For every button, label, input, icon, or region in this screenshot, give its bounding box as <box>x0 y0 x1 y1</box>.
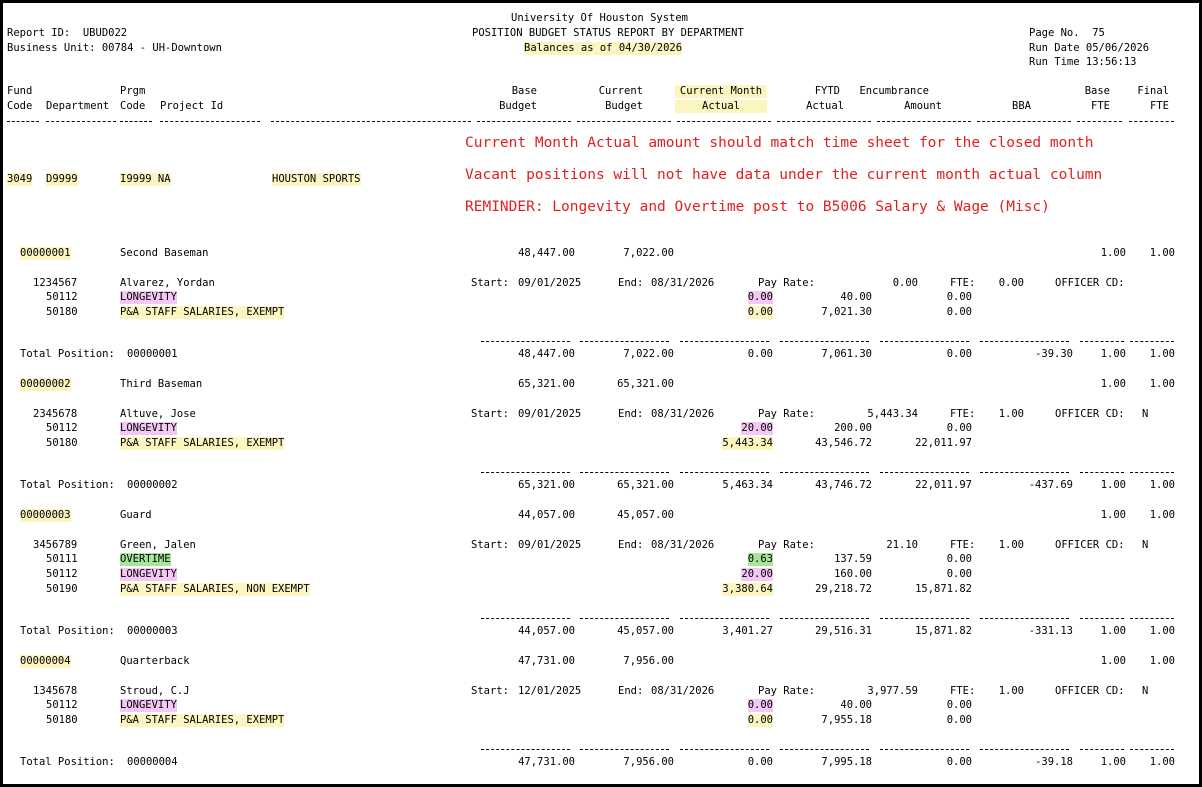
divider <box>1130 749 1174 750</box>
divider <box>780 618 869 619</box>
total-final-fte: 1.00 <box>1149 479 1175 491</box>
account-description: P&A STAFF SALARIES, EXEMPT <box>120 437 285 449</box>
divider <box>1129 121 1174 122</box>
position-id: 00000003 <box>20 509 71 521</box>
employee-name: Altuve, Jose <box>120 408 196 420</box>
divider <box>780 341 869 342</box>
position-final-fte: 1.00 <box>1149 378 1175 390</box>
run-time: Run Time 13:56:13 <box>1029 56 1137 68</box>
divider <box>580 472 669 473</box>
position-base-fte: 1.00 <box>1100 247 1126 259</box>
divider <box>481 749 570 750</box>
fytd-actual: 40.00 <box>840 699 872 711</box>
account-description: P&A STAFF SALARIES, EXEMPT <box>120 306 285 318</box>
fte-label: FTE: <box>950 408 976 420</box>
pay-rate-value: 21.10 <box>886 539 918 551</box>
current-month-actual: 0.00 <box>747 714 773 726</box>
total-encumbrance: 22,011.97 <box>915 479 972 491</box>
officer-label: OFFICER CD: <box>1055 277 1125 289</box>
position-final-fte: 1.00 <box>1149 655 1175 667</box>
position-title: Guard <box>120 509 152 521</box>
start-date: 09/01/2025 <box>518 408 582 420</box>
divider <box>580 749 669 750</box>
total-current-month-actual: 0.00 <box>747 348 773 360</box>
total-position-label: Total Position: <box>20 625 115 637</box>
col-prgm-2: Code <box>120 100 146 112</box>
position-final-fte: 1.00 <box>1149 247 1175 259</box>
account-code: 50112 <box>46 568 78 580</box>
total-position-label: Total Position: <box>20 479 115 491</box>
total-base-budget: 47,731.00 <box>518 756 575 768</box>
total-final-fte: 1.00 <box>1149 348 1175 360</box>
col-current-budget-1: Current <box>598 85 643 97</box>
balances-as-of: Balances as of 04/30/2026 <box>524 42 683 54</box>
end-date: 08/31/2026 <box>651 539 715 551</box>
total-fytd-actual: 7,061.30 <box>821 348 872 360</box>
employee-name: Stroud, C.J <box>120 685 190 697</box>
business-unit: Business Unit: 00784 - UH-Downtown <box>7 42 222 54</box>
encumbrance-amount: 0.00 <box>946 291 972 303</box>
position-base-fte: 1.00 <box>1100 509 1126 521</box>
col-encumbrance-2: Amount <box>904 100 942 112</box>
divider <box>7 121 39 122</box>
fytd-actual: 43,546.72 <box>815 437 872 449</box>
col-encumbrance-1: Encumbrance <box>859 85 929 97</box>
position-id: 00000001 <box>20 247 71 259</box>
employee-name: Alvarez, Yordan <box>120 277 215 289</box>
divider <box>980 472 1069 473</box>
fte-label: FTE: <box>950 277 976 289</box>
note-reminder: REMINDER: Longevity and Overtime post to B5006 Salary & Wage (Misc) <box>465 199 1050 215</box>
note-vacant-positions: Vacant positions will not have data under the current month actual column <box>465 167 1103 183</box>
account-code: 50112 <box>46 422 78 434</box>
total-base-fte: 1.00 <box>1100 756 1126 768</box>
account-code: 50112 <box>46 291 78 303</box>
fte-label: FTE: <box>950 539 976 551</box>
total-position-id: 00000004 <box>127 756 178 768</box>
start-label: Start: <box>471 539 509 551</box>
employee-id: 2345678 <box>33 408 78 420</box>
divider <box>680 341 769 342</box>
note-time-sheet: Current Month Actual amount should match time sheet for the closed month <box>465 135 1094 151</box>
pay-rate-value: 3,977.59 <box>867 685 918 697</box>
position-base-fte: 1.00 <box>1100 655 1126 667</box>
encumbrance-amount: 0.00 <box>946 306 972 318</box>
total-base-fte: 1.00 <box>1100 348 1126 360</box>
pay-rate-label: Pay Rate: <box>758 685 815 697</box>
position-base-budget: 47,731.00 <box>518 655 575 667</box>
account-description: P&A STAFF SALARIES, NON EXEMPT <box>120 583 310 595</box>
divider <box>977 121 1071 122</box>
divider <box>577 121 671 122</box>
end-label: End: <box>618 277 644 289</box>
position-base-fte: 1.00 <box>1100 378 1126 390</box>
divider <box>481 341 570 342</box>
current-month-actual: 20.00 <box>741 568 773 580</box>
position-title: Quarterback <box>120 655 190 667</box>
employee-id: 1234567 <box>33 277 78 289</box>
position-id: 00000002 <box>20 378 71 390</box>
pay-rate-value: 0.00 <box>892 277 918 289</box>
run-date: Run Date 05/06/2026 <box>1029 42 1150 54</box>
fytd-actual: 7,021.30 <box>821 306 872 318</box>
fytd-actual: 137.59 <box>834 553 872 565</box>
pay-rate-label: Pay Rate: <box>758 277 815 289</box>
col-prgm-1: Prgm <box>120 85 146 97</box>
position-base-budget: 65,321.00 <box>518 378 575 390</box>
dept-name: HOUSTON SPORTS <box>272 173 361 185</box>
position-current-budget: 45,057.00 <box>617 509 674 521</box>
divider <box>1077 121 1122 122</box>
end-label: End: <box>618 539 644 551</box>
total-encumbrance: 0.00 <box>946 756 972 768</box>
end-date: 08/31/2026 <box>651 685 715 697</box>
encumbrance-amount: 0.00 <box>946 422 972 434</box>
start-label: Start: <box>471 408 509 420</box>
report-title: POSITION BUDGET STATUS REPORT BY DEPARTMENT <box>472 27 744 39</box>
position-current-budget: 65,321.00 <box>617 378 674 390</box>
total-current-month-actual: 5,463.34 <box>722 479 773 491</box>
total-current-budget: 7,956.00 <box>623 756 674 768</box>
divider <box>477 121 571 122</box>
total-fytd-actual: 29,516.31 <box>815 625 872 637</box>
account-code: 50180 <box>46 437 78 449</box>
fytd-actual: 29,218.72 <box>815 583 872 595</box>
total-current-budget: 65,321.00 <box>617 479 674 491</box>
divider <box>980 618 1069 619</box>
divider <box>271 121 471 122</box>
current-month-actual: 20.00 <box>741 422 773 434</box>
total-encumbrance: 0.00 <box>946 348 972 360</box>
start-label: Start: <box>471 277 509 289</box>
divider <box>1080 618 1124 619</box>
dept-code: D9999 <box>46 173 78 185</box>
total-position-id: 00000002 <box>127 479 178 491</box>
total-current-budget: 7,022.00 <box>623 348 674 360</box>
total-fytd-actual: 7,995.18 <box>821 756 872 768</box>
col-final-fte-1: Final <box>1137 85 1169 97</box>
total-current-month-actual: 3,401.27 <box>722 625 773 637</box>
fte-value: 1.00 <box>998 685 1024 697</box>
officer-value: N <box>1142 685 1149 697</box>
pay-rate-label: Pay Rate: <box>758 408 815 420</box>
divider <box>880 341 969 342</box>
current-month-actual: 0.00 <box>747 306 773 318</box>
account-description: OVERTIME <box>120 553 171 565</box>
current-month-actual: 3,380.64 <box>722 583 773 595</box>
position-base-budget: 48,447.00 <box>518 247 575 259</box>
end-label: End: <box>618 685 644 697</box>
total-bba: -437.69 <box>1028 479 1073 491</box>
officer-value: N <box>1142 539 1149 551</box>
start-label: Start: <box>471 685 509 697</box>
fytd-actual: 7,955.18 <box>821 714 872 726</box>
account-code: 50111 <box>46 553 78 565</box>
total-base-fte: 1.00 <box>1100 625 1126 637</box>
account-code: 50190 <box>46 583 78 595</box>
position-current-budget: 7,022.00 <box>623 247 674 259</box>
fte-value: 0.00 <box>998 277 1024 289</box>
total-encumbrance: 15,871.82 <box>915 625 972 637</box>
divider <box>680 472 769 473</box>
employee-id: 1345678 <box>33 685 78 697</box>
total-bba: -331.13 <box>1028 625 1073 637</box>
fytd-actual: 160.00 <box>834 568 872 580</box>
divider <box>777 121 871 122</box>
total-position-id: 00000003 <box>127 625 178 637</box>
fte-value: 1.00 <box>998 539 1024 551</box>
fytd-actual: 40.00 <box>840 291 872 303</box>
employee-name: Green, Jalen <box>120 539 196 551</box>
total-final-fte: 1.00 <box>1149 756 1175 768</box>
divider <box>46 121 116 122</box>
account-code: 50180 <box>46 306 78 318</box>
officer-value: N <box>1142 408 1149 420</box>
position-title: Second Baseman <box>120 247 209 259</box>
divider <box>580 618 669 619</box>
encumbrance-amount: 0.00 <box>946 699 972 711</box>
total-bba: -39.18 <box>1035 756 1073 768</box>
col-fund-1: Fund <box>7 85 33 97</box>
col-fund-2: Code <box>7 100 33 112</box>
current-month-actual: 0.00 <box>747 699 773 711</box>
encumbrance-amount: 0.00 <box>946 568 972 580</box>
col-base-budget-1: Base <box>511 85 537 97</box>
divider <box>780 472 869 473</box>
total-final-fte: 1.00 <box>1149 625 1175 637</box>
total-base-budget: 65,321.00 <box>518 479 575 491</box>
position-final-fte: 1.00 <box>1149 509 1175 521</box>
divider <box>580 341 669 342</box>
fytd-actual: 200.00 <box>834 422 872 434</box>
col-base-fte-1: Base <box>1084 85 1110 97</box>
divider <box>481 472 570 473</box>
report-id: Report ID: UBUD022 <box>7 27 128 39</box>
dept-prgm-code: I9999 NA <box>120 173 171 185</box>
divider <box>1130 618 1174 619</box>
encumbrance-amount: 22,011.97 <box>915 437 972 449</box>
divider <box>877 121 971 122</box>
total-position-label: Total Position: <box>20 348 115 360</box>
divider <box>1130 341 1174 342</box>
col-fytd-1: FYTD <box>814 85 840 97</box>
divider <box>980 749 1069 750</box>
divider <box>1080 341 1124 342</box>
org-name: University Of Houston System <box>511 12 689 24</box>
total-base-budget: 44,057.00 <box>518 625 575 637</box>
divider <box>1080 749 1124 750</box>
col-fytd-2: Actual <box>806 100 844 112</box>
divider <box>680 618 769 619</box>
divider <box>880 472 969 473</box>
start-date: 12/01/2025 <box>518 685 582 697</box>
account-description: P&A STAFF SALARIES, EXEMPT <box>120 714 285 726</box>
fte-value: 1.00 <box>998 408 1024 420</box>
employee-id: 3456789 <box>33 539 78 551</box>
encumbrance-amount: 0.00 <box>946 714 972 726</box>
divider <box>1130 472 1174 473</box>
total-position-id: 00000001 <box>127 348 178 360</box>
current-month-actual: 5,443.34 <box>722 437 773 449</box>
account-description: LONGEVITY <box>120 422 177 434</box>
total-fytd-actual: 43,746.72 <box>815 479 872 491</box>
col-bba: BBA <box>1012 100 1031 112</box>
fte-label: FTE: <box>950 685 976 697</box>
officer-label: OFFICER CD: <box>1055 539 1125 551</box>
col-final-fte-2: FTE <box>1150 100 1169 112</box>
officer-label: OFFICER CD: <box>1055 408 1125 420</box>
position-title: Third Baseman <box>120 378 203 390</box>
divider <box>880 618 969 619</box>
end-date: 08/31/2026 <box>651 277 715 289</box>
total-position-label: Total Position: <box>20 756 115 768</box>
total-base-fte: 1.00 <box>1100 479 1126 491</box>
position-id: 00000004 <box>20 655 71 667</box>
account-code: 50180 <box>46 714 78 726</box>
col-base-budget-2: Budget <box>499 100 537 112</box>
pay-rate-value: 5,443.34 <box>867 408 918 420</box>
col-project-id: Project Id <box>160 100 224 112</box>
divider <box>481 618 570 619</box>
dept-fund-code: 3049 <box>7 173 33 185</box>
total-base-budget: 48,447.00 <box>518 348 575 360</box>
divider <box>780 749 869 750</box>
total-bba: -39.30 <box>1035 348 1073 360</box>
position-current-budget: 7,956.00 <box>623 655 674 667</box>
end-label: End: <box>618 408 644 420</box>
pay-rate-label: Pay Rate: <box>758 539 815 551</box>
divider <box>160 121 260 122</box>
divider <box>680 749 769 750</box>
current-month-actual: 0.63 <box>747 553 773 565</box>
account-code: 50112 <box>46 699 78 711</box>
officer-label: OFFICER CD: <box>1055 685 1125 697</box>
col-cm-actual-1: Current Month <box>675 85 767 98</box>
divider <box>120 121 152 122</box>
total-current-budget: 45,057.00 <box>617 625 674 637</box>
total-current-month-actual: 0.00 <box>747 756 773 768</box>
divider <box>1080 472 1124 473</box>
divider <box>880 749 969 750</box>
encumbrance-amount: 15,871.82 <box>915 583 972 595</box>
page-number: Page No. 75 <box>1029 27 1105 39</box>
col-base-fte-2: FTE <box>1091 100 1110 112</box>
end-date: 08/31/2026 <box>651 408 715 420</box>
account-description: LONGEVITY <box>120 291 177 303</box>
encumbrance-amount: 0.00 <box>946 553 972 565</box>
col-cm-actual-2: Actual <box>675 100 767 113</box>
divider <box>980 341 1069 342</box>
col-department: Department <box>46 100 110 112</box>
account-description: LONGEVITY <box>120 568 177 580</box>
current-month-actual: 0.00 <box>747 291 773 303</box>
account-description: LONGEVITY <box>120 699 177 711</box>
start-date: 09/01/2025 <box>518 539 582 551</box>
position-base-budget: 44,057.00 <box>518 509 575 521</box>
start-date: 09/01/2025 <box>518 277 582 289</box>
col-current-budget-2: Budget <box>605 100 643 112</box>
divider <box>677 121 771 122</box>
